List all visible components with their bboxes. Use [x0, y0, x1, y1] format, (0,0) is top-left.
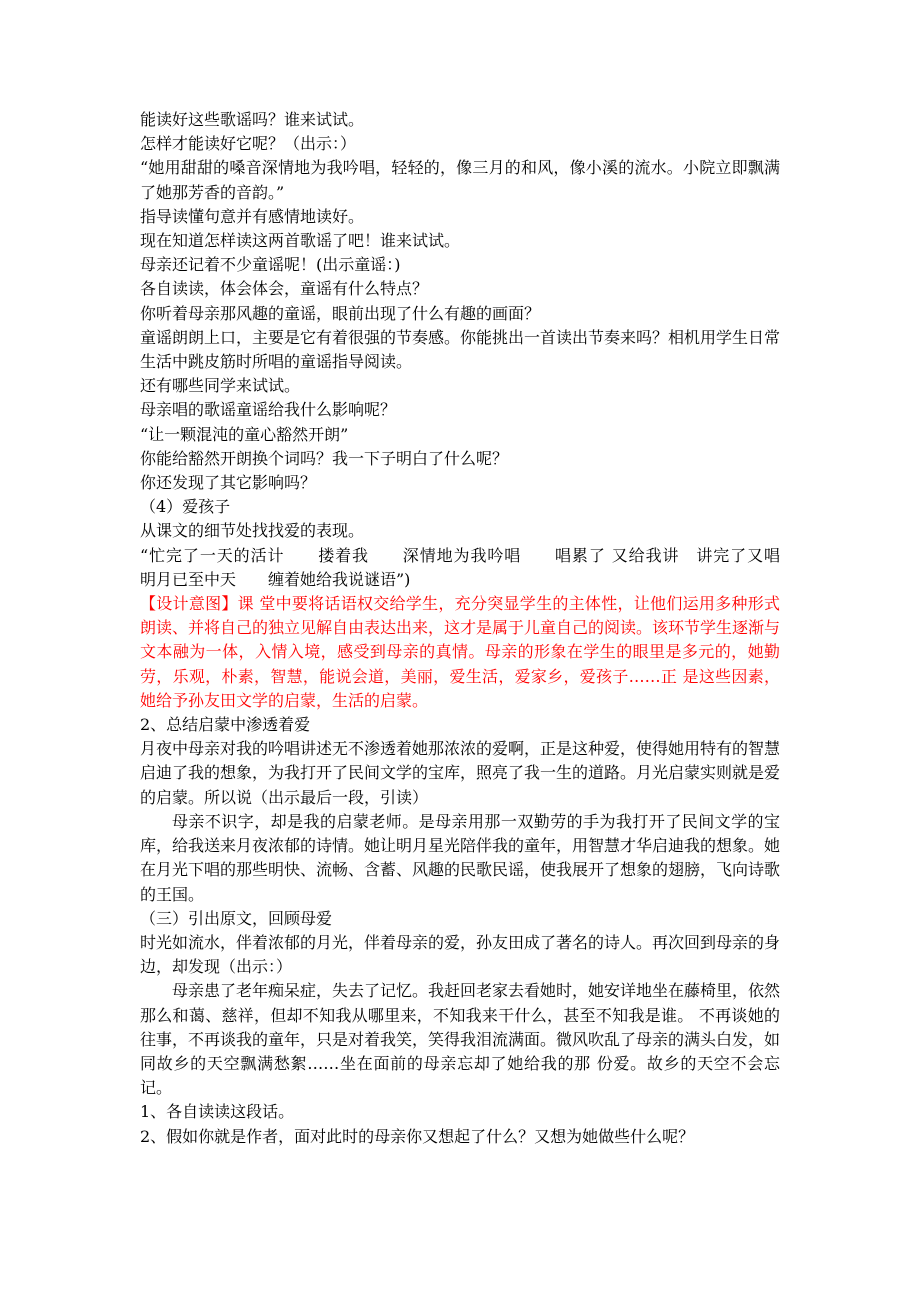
paragraph-7: 各自读读，体会体会，童谣有什么特点？: [140, 279, 429, 299]
step-1: 1、各自读读这段话。: [140, 1102, 295, 1122]
paragraph-8: 你听着母亲那风趣的童谣，眼前出现了什么有趣的画面？: [140, 303, 541, 323]
paragraph-9: 童谣朗朗上口，主要是它有着很强的节奏感。你能挑出一首读出节奏来吗？相机用学生日常生活中跳皮筋时所唱的童谣指导阅读。: [140, 327, 781, 372]
section-heading-love-children: （4）爱孩子: [140, 497, 231, 517]
paragraph-1: 能读好这些歌谣吗？谁来试试。: [140, 110, 365, 129]
document-body: [140, 108, 813, 1149]
paragraph-17-quote: “忙完了一天的活计 搂着我 深情地为我吟唱 唱累了 又给我讲 讲完了又唱 明月已至中天 缠着她给我说谜语”): [140, 545, 813, 589]
paragraph-12-quote: “让一颗混沌的童心豁然开朗”: [140, 424, 349, 444]
paragraph-20: 月夜中母亲对我的吟唱讲述无不渗透着她那浓浓的爱啊，正是这种爱，使得她用特有的智慧启迪了我的想象，为我打开了民间文学的宝库，照亮了我一生的道路。月光启蒙实则就是爱的启蒙。所以说（出示最后一段，引读）: [140, 739, 781, 807]
paragraph-16: 从课文的细节处找找爱的表现。: [140, 521, 365, 541]
paragraph-3-quote: “她用甜甜的嗓音深情地为我吟唱，轻轻的，像三月的和风，像小溪的流水。小院立即飘满了她那芳香的音韵。”: [140, 158, 780, 202]
section-heading-summary: 2、总结启蒙中渗透着爱: [140, 715, 311, 735]
paragraph-24-excerpt: 母亲患了老年痴呆症，失去了记忆。我赶回老家去看她时，她安详地坐在藤椅里，依然那么和蔼、慈祥，但却不知我从哪里来，不知我来干什么，甚至不知我是谁。 不再谈她的往事，不再谈我的童年，只是对着我笑，笑得我泪流满面。微风吹乱了母亲的满头白发，如同故乡的天空飘满愁絮……坐在面前的母亲忘却了她给我的那 份爱。故乡的天空不会忘记。: [140, 981, 781, 1098]
paragraph-4: 指导读懂句意并有感情地读好。: [140, 206, 365, 226]
paragraph-11: 母亲唱的歌谣童谣给我什么影响呢？: [140, 400, 397, 420]
paragraph-5: 现在知道怎样读这两首歌谣了吧！谁来试试。: [140, 231, 461, 251]
paragraph-2: 怎样才能读好它呢？（出示：）: [140, 134, 357, 154]
paragraph-10: 还有哪些同学来试试。: [140, 376, 301, 396]
step-2: 2、假如你就是作者，面对此时的母亲你又想起了什么？又想为她做些什么呢？: [140, 1126, 695, 1146]
paragraph-21-excerpt: 母亲不识字，却是我的启蒙老师。是母亲用那一双勤劳的手为我打开了民间文学的宝库，给我送来月夜浓郁的诗情。她让明月星光陪伴我的童年，用智慧才华启迪我的想象。她在月光下唱的那些明快、流畅、含蓄、风趣的民歌民谣，使我展开了想象的翅膀，飞向诗歌的王国。: [140, 811, 781, 904]
paragraph-23: 时光如流水，伴着浓郁的月光，伴着母亲的爱，孙友田成了著名的诗人。再次回到母亲的身边，却发现（出示：）: [140, 932, 781, 977]
paragraph-6: 母亲还记着不少童谣呢！(出示童谣：): [140, 255, 401, 275]
paragraph-14: 你还发现了其它影响吗？: [140, 473, 317, 493]
section-heading-original-text: （三）引出原文，回顾母爱: [140, 908, 333, 928]
design-intent-note: 【设计意图】课 堂中要将话语权交给学生，充分突显学生的主体性，让他们运用多种形式朗读、并将自己的独立见解自由表达出来，这才是属于儿童自己的阅读。该环节学生逐渐与 文本融为一体，入情入境，感受到母亲的真情。母亲的形象在学生的眼里是多元的，她勤劳，乐观，朴素，智慧，能说会道，美丽，爱生活，爱家乡，爱孩子……正 是这些因素，她给予孙友田文学的启蒙，生活的启蒙。: [140, 594, 781, 710]
paragraph-13: 你能给豁然开朗换个词吗？我一下子明白了什么呢？: [140, 448, 509, 468]
